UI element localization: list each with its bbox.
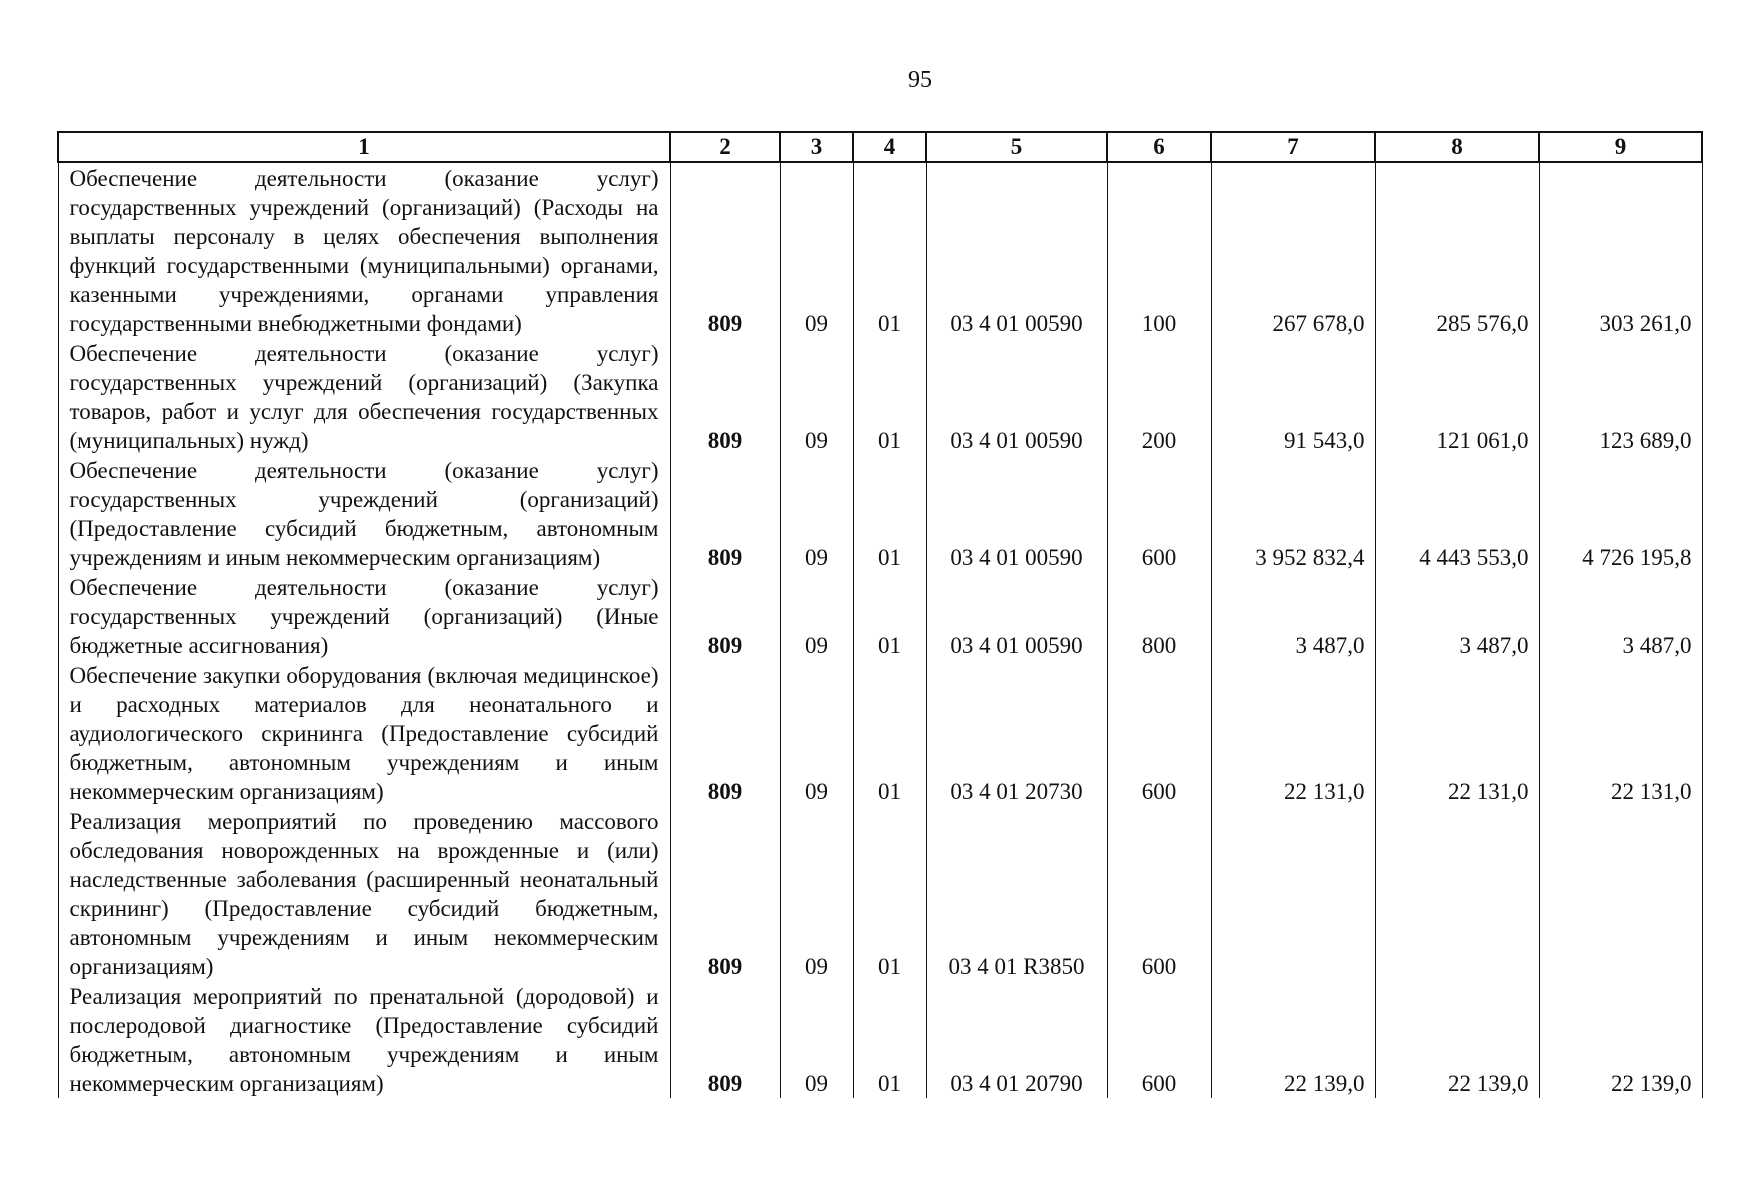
section-code: 09 (780, 981, 853, 1098)
target-article-code: 03 4 01 00590 (926, 572, 1107, 660)
amount-col-9: 22 131,0 (1539, 660, 1702, 806)
expense-type-code: 200 (1107, 338, 1211, 455)
subsection-code: 01 (853, 455, 926, 572)
row-description: Обеспечение деятельности (оказание услуг) государственных учреждений (организаций) (Предоставление субсидий бюджетным, автономным учреждениям и иным некоммерческим организациям) (58, 455, 670, 572)
subsection-code: 01 (853, 806, 926, 981)
target-article-code: 03 4 01 20730 (926, 660, 1107, 806)
amount-col-8: 3 487,0 (1375, 572, 1539, 660)
amount-col-7: 3 487,0 (1211, 572, 1375, 660)
amount-col-8 (1375, 806, 1539, 981)
amount-col-8: 4 443 553,0 (1375, 455, 1539, 572)
row-description: Реализация мероприятий по проведению массового обследования новорожденных на врожденные и (или) наследственные заболевания (расширенный неонатальный скрининг) (Предоставление субсидий бюджетным, автономным учреждениям и иным некоммерческим организациям) (58, 806, 670, 981)
subsection-code: 01 (853, 981, 926, 1098)
table-row (58, 572, 1702, 660)
column-header: 5 (926, 132, 1107, 162)
amount-col-7: 22 131,0 (1211, 660, 1375, 806)
expense-type-code: 100 (1107, 162, 1211, 338)
column-header: 8 (1375, 132, 1539, 162)
amount-col-8: 285 576,0 (1375, 162, 1539, 338)
amount-col-9 (1539, 806, 1702, 981)
target-article-code: 03 4 01 R3850 (926, 806, 1107, 981)
amount-col-8: 121 061,0 (1375, 338, 1539, 455)
expense-type-code: 800 (1107, 572, 1211, 660)
amount-col-8: 22 131,0 (1375, 660, 1539, 806)
row-description: Обеспечение деятельности (оказание услуг) государственных учреждений (организаций) (Закупка товаров, работ и услуг для обеспечения государственных (муниципальных) нужд) (58, 338, 670, 455)
column-header: 6 (1107, 132, 1211, 162)
column-header: 4 (853, 132, 926, 162)
section-code: 09 (780, 338, 853, 455)
column-header: 3 (780, 132, 853, 162)
ministry-code: 809 (670, 338, 780, 455)
table-row (58, 455, 1702, 572)
section-code: 09 (780, 806, 853, 981)
target-article-code: 03 4 01 00590 (926, 455, 1107, 572)
ministry-code: 809 (670, 162, 780, 338)
amount-col-9: 4 726 195,8 (1539, 455, 1702, 572)
amount-col-7: 267 678,0 (1211, 162, 1375, 338)
target-article-code: 03 4 01 20790 (926, 981, 1107, 1098)
subsection-code: 01 (853, 162, 926, 338)
amount-col-7: 3 952 832,4 (1211, 455, 1375, 572)
ministry-code: 809 (670, 981, 780, 1098)
ministry-code: 809 (670, 572, 780, 660)
amount-col-9: 123 689,0 (1539, 338, 1702, 455)
subsection-code: 01 (853, 660, 926, 806)
table-row (58, 162, 1702, 338)
amount-col-7: 91 543,0 (1211, 338, 1375, 455)
table-row (58, 660, 1702, 806)
expense-type-code: 600 (1107, 806, 1211, 981)
budget-table (57, 131, 1703, 1098)
header-row (58, 132, 1702, 162)
ministry-code: 809 (670, 806, 780, 981)
target-article-code: 03 4 01 00590 (926, 162, 1107, 338)
ministry-code: 809 (670, 455, 780, 572)
expense-type-code: 600 (1107, 455, 1211, 572)
section-code: 09 (780, 455, 853, 572)
row-description: Реализация мероприятий по пренатальной (дородовой) и послеродовой диагностике (Предоставление субсидий бюджетным, автономным учреждениям и иным некоммерческим организациям) (58, 981, 670, 1098)
amount-col-9: 22 139,0 (1539, 981, 1702, 1098)
expense-type-code: 600 (1107, 981, 1211, 1098)
column-header: 9 (1539, 132, 1702, 162)
section-code: 09 (780, 660, 853, 806)
row-description: Обеспечение закупки оборудования (включая медицинское) и расходных материалов для неонатального и аудиологического скрининга (Предоставление субсидий бюджетным, автономным учреждениям и иным некоммерческим организациям) (58, 660, 670, 806)
section-code: 09 (780, 162, 853, 338)
page-number: 95 (908, 67, 932, 93)
expense-type-code: 600 (1107, 660, 1211, 806)
amount-col-8: 22 139,0 (1375, 981, 1539, 1098)
ministry-code: 809 (670, 660, 780, 806)
amount-col-7: 22 139,0 (1211, 981, 1375, 1098)
amount-col-9: 303 261,0 (1539, 162, 1702, 338)
section-code: 09 (780, 572, 853, 660)
subsection-code: 01 (853, 338, 926, 455)
table-row (58, 981, 1702, 1098)
column-header: 7 (1211, 132, 1375, 162)
row-description: Обеспечение деятельности (оказание услуг) государственных учреждений (организаций) (Расходы на выплаты персоналу в целях обеспечения выполнения функций государственными (муниципальными) органами, казенными учреждениями, органами управления государственными внебюджетными фондами) (58, 162, 670, 338)
column-header: 2 (670, 132, 780, 162)
target-article-code: 03 4 01 00590 (926, 338, 1107, 455)
amount-col-7 (1211, 806, 1375, 981)
table-row (58, 338, 1702, 455)
subsection-code: 01 (853, 572, 926, 660)
column-header: 1 (58, 132, 670, 162)
row-description: Обеспечение деятельности (оказание услуг) государственных учреждений (организаций) (Иные бюджетные ассигнования) (58, 572, 670, 660)
amount-col-9: 3 487,0 (1539, 572, 1702, 660)
table-row (58, 806, 1702, 981)
